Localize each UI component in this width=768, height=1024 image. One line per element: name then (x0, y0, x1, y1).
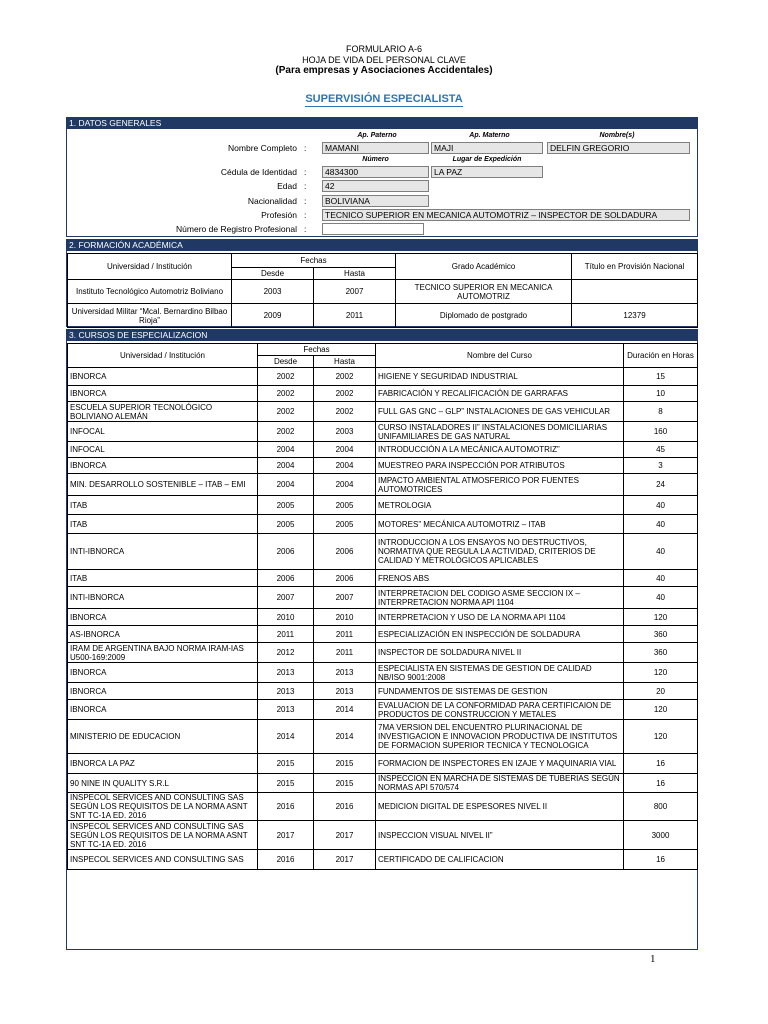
cell-univ: IBNORCA (68, 458, 258, 474)
cell-hasta: 2015 (314, 774, 376, 793)
cell-univ: IBNORCA (68, 609, 258, 626)
cell-titulo: 12379 (572, 304, 698, 328)
table-row (68, 683, 698, 700)
field-profesion[interactable]: TECNICO SUPERIOR EN MECANICA AUTOMOTRIZ – INSPECTOR DE SOLDADURA (322, 209, 690, 221)
table-row (68, 570, 698, 587)
table-row (68, 386, 698, 402)
colon: : (304, 224, 307, 234)
cell-desde: 2005 (258, 515, 314, 534)
cell-curso: ESPECIALIZACIÓN EN INSPECCIÓN DE SOLDADURA (376, 626, 624, 643)
table-row (68, 609, 698, 626)
cell-horas: 45 (624, 442, 698, 458)
cell-horas: 40 (624, 515, 698, 534)
col-titulo: Título en Provisión Nacional (572, 254, 698, 280)
cell-hasta: 2017 (314, 850, 376, 870)
cell-univ: INSPECOL SERVICES AND CONSULTING SAS SEGÚN LOS REQUISITOS DE LA NORMA ASNT SNT TC-1A ED. 2016 (68, 821, 258, 850)
cell-grado: Diplomado de postgrado (396, 304, 572, 328)
label-edad: Edad (277, 181, 297, 191)
cell-horas: 3000 (624, 821, 698, 850)
table-row (68, 515, 698, 534)
cell-horas: 15 (624, 368, 698, 386)
cell-hasta: 2014 (314, 720, 376, 754)
table-row (68, 663, 698, 683)
section-formacion (66, 239, 698, 327)
table-row (68, 587, 698, 609)
cell-desde: 2004 (258, 474, 314, 496)
cursos-table (67, 343, 698, 870)
cell-univ: IRAM DE ARGENTINA BAJO NORMA IRAM-IAS U500-169:2009 (68, 643, 258, 663)
cell-hasta: 2007 (314, 587, 376, 609)
table-row (68, 793, 698, 821)
caption-nombres: Nombre(s) (599, 132, 635, 139)
formacion-table (67, 253, 698, 328)
cell-univ: IBNORCA (68, 386, 258, 402)
label-cedula: Cédula de Identidad (220, 167, 297, 177)
cell-horas: 120 (624, 663, 698, 683)
cell-curso: CERTIFICADO DE CALIFICACION (376, 850, 624, 870)
table-row (68, 754, 698, 774)
table-row (68, 442, 698, 458)
cell-horas: 360 (624, 643, 698, 663)
cell-univ: IBNORCA (68, 700, 258, 720)
field-registro[interactable] (322, 223, 424, 235)
cell-desde: 2010 (258, 609, 314, 626)
table-row (68, 643, 698, 663)
cell-hasta: 2002 (314, 402, 376, 422)
cell-desde: 2015 (258, 754, 314, 774)
cell-hasta: 2003 (314, 422, 376, 442)
section-cursos (66, 329, 698, 950)
col-desde: Desde (258, 356, 314, 368)
table-row (68, 280, 698, 304)
section-datos-generales (66, 117, 698, 237)
table-row (68, 774, 698, 793)
cell-curso: MOTORES” MECÁNICA AUTOMOTRIZ – ITAB (376, 515, 624, 534)
cell-desde: 2002 (258, 422, 314, 442)
cell-desde: 2015 (258, 774, 314, 793)
cell-curso: INTERPRETACION DEL CODIGO ASME SECCION IX – INTERPRETACION NORMA API 1104 (376, 587, 624, 609)
cell-curso: FULL GAS GNC – GLP” INSTALACIONES DE GAS VEHICULAR (376, 402, 624, 422)
cell-univ: IBNORCA (68, 663, 258, 683)
section-heading: 1. DATOS GENERALES (67, 118, 697, 129)
cell-curso: INSPECTOR DE SOLDADURA NIVEL II (376, 643, 624, 663)
table-row (68, 850, 698, 870)
cell-curso: INSPECCION EN MARCHA DE SISTEMAS DE TUBERIAS SEGÚN NORMAS API 570/574 (376, 774, 624, 793)
colon: : (304, 210, 307, 220)
cell-horas: 120 (624, 609, 698, 626)
cell-univ: ITAB (68, 570, 258, 587)
cell-hasta: 2014 (314, 700, 376, 720)
cell-univ: INFOCAL (68, 442, 258, 458)
cell-desde: 2002 (258, 402, 314, 422)
cell-curso: FABRICACIÓN Y RECALIFICACIÓN DE GARRAFAS (376, 386, 624, 402)
col-desde: Desde (232, 268, 314, 280)
cell-horas: 10 (624, 386, 698, 402)
col-hasta: Hasta (314, 268, 396, 280)
cell-hasta: 2011 (314, 643, 376, 663)
cell-curso: MEDICION DIGITAL DE ESPESORES NIVEL II (376, 793, 624, 821)
cell-univ: AS-IBNORCA (68, 626, 258, 643)
cell-curso: FUNDAMENTOS DE SISTEMAS DE GESTION (376, 683, 624, 700)
col-univ: Universidad / Institución (68, 344, 258, 368)
cell-curso: FRENOS ABS (376, 570, 624, 587)
cell-desde: 2013 (258, 683, 314, 700)
label-nacionalidad: Nacionalidad (247, 196, 297, 206)
table-row (68, 422, 698, 442)
cell-horas: 120 (624, 720, 698, 754)
cell-horas: 3 (624, 458, 698, 474)
label-profesion: Profesión (261, 210, 297, 220)
cell-desde: 2006 (258, 534, 314, 570)
cell-hasta: 2005 (314, 496, 376, 515)
cell-horas: 24 (624, 474, 698, 496)
cell-desde: 2002 (258, 368, 314, 386)
cell-horas: 360 (624, 626, 698, 643)
cell-hasta: 2013 (314, 683, 376, 700)
cell-horas: 800 (624, 793, 698, 821)
cell-hasta: 2002 (314, 368, 376, 386)
cell-hasta: 2011 (314, 304, 396, 328)
cell-desde: 2003 (232, 280, 314, 304)
cell-horas: 16 (624, 754, 698, 774)
caption-numero: Número (362, 156, 389, 163)
cell-univ: IBNORCA LA PAZ (68, 754, 258, 774)
cell-curso: METROLOGIA (376, 496, 624, 515)
cell-univ: MINISTERIO DE EDUCACION (68, 720, 258, 754)
field-nacionalidad[interactable]: BOLIVIANA (322, 195, 429, 207)
cell-horas: 40 (624, 570, 698, 587)
field-ci-numero[interactable]: 4834300 (322, 166, 429, 178)
cell-horas: 120 (624, 700, 698, 720)
cell-univ: INSPECOL SERVICES AND CONSULTING SAS SEGÚN LOS REQUISITOS DE LA NORMA ASNT SNT TC-1A ED. 2016 (68, 793, 258, 821)
cell-desde: 2009 (232, 304, 314, 328)
cell-curso: EVALUACION DE LA CONFORMIDAD PARA CERTIFICAION DE PRODUCTOS DE CONSTRUCCION Y METALES (376, 700, 624, 720)
table-row (68, 626, 698, 643)
table-row (68, 304, 698, 328)
label-nombre: Nombre Completo (228, 143, 297, 153)
table-row (68, 720, 698, 754)
label-registro: Número de Registro Profesional (176, 224, 297, 234)
cell-univ: 90 NINE IN QUALITY S.R.L (68, 774, 258, 793)
table-row (68, 368, 698, 386)
col-grado: Grado Académico (396, 254, 572, 280)
cell-desde: 2014 (258, 720, 314, 754)
table-row (68, 496, 698, 515)
form-subtitle: HOJA DE VIDA DEL PERSONAL CLAVE (302, 55, 466, 65)
cell-desde: 2005 (258, 496, 314, 515)
cell-hasta: 2013 (314, 663, 376, 683)
cell-hasta: 2017 (314, 821, 376, 850)
cell-desde: 2004 (258, 442, 314, 458)
col-hasta: Hasta (314, 356, 376, 368)
cell-curso: MUESTREO PARA INSPECCIÓN POR ATRIBUTOS (376, 458, 624, 474)
table-row (68, 534, 698, 570)
form-code: FORMULARIO A-6 (345, 44, 422, 54)
cell-curso: HIGIENE Y SEGURIDAD INDUSTRIAL (376, 368, 624, 386)
table-row (68, 700, 698, 720)
cell-desde: 2013 (258, 700, 314, 720)
cell-desde: 2013 (258, 663, 314, 683)
cell-curso: IMPACTO AMBIENTAL ATMOSFERICO POR FUENTES AUTOMOTRICES (376, 474, 624, 496)
cell-curso: 7MA VERSION DEL ENCUENTRO PLURINACIONAL DE INVESTIGACION E INNOVACION PRODUCTIVA DE INSTITUTOS DE FORMACION SUPERIOR TECNICA Y TECNOLOGICA (376, 720, 624, 754)
cell-curso: FORMACION DE INSPECTORES EN IZAJE Y MAQUINARIA VIAL (376, 754, 624, 774)
cell-horas: 160 (624, 422, 698, 442)
cell-univ: INTI-IBNORCA (68, 534, 258, 570)
cell-titulo (572, 280, 698, 304)
form-note: (Para empresas y Asociaciones Accidentales) (275, 65, 493, 76)
cell-desde: 2016 (258, 793, 314, 821)
cell-desde: 2012 (258, 643, 314, 663)
field-ap-paterno[interactable]: MAMANI (322, 142, 429, 154)
cell-horas: 16 (624, 850, 698, 870)
cell-hasta: 2004 (314, 474, 376, 496)
cell-hasta: 2016 (314, 793, 376, 821)
cell-hasta: 2015 (314, 754, 376, 774)
cell-univ: MIN. DESARROLLO SOSTENIBLE – ITAB – EMI (68, 474, 258, 496)
cell-univ: IBNORCA (68, 683, 258, 700)
colon: : (304, 196, 307, 206)
table-row (68, 458, 698, 474)
cell-hasta: 2005 (314, 515, 376, 534)
col-fechas: Fechas (258, 344, 376, 356)
cell-horas: 40 (624, 496, 698, 515)
cell-horas: 8 (624, 402, 698, 422)
cell-desde: 2016 (258, 850, 314, 870)
page-number: 1 (650, 953, 656, 965)
cell-grado: TECNICO SUPERIOR EN MECANICA AUTOMOTRIZ (396, 280, 572, 304)
cell-horas: 40 (624, 534, 698, 570)
caption-ap-paterno: Ap. Paterno (357, 132, 397, 139)
cell-univ: ITAB (68, 496, 258, 515)
caption-lugar: Lugar de Expedición (452, 156, 522, 163)
cell-curso: INTERPRETACION Y USO DE LA NORMA API 1104 (376, 609, 624, 626)
colon: : (304, 167, 307, 177)
page-title: SUPERVISIÓN ESPECIALISTA (305, 93, 463, 105)
field-edad[interactable]: 42 (322, 180, 429, 192)
cell-univ: INSPECOL SERVICES AND CONSULTING SAS (68, 850, 258, 870)
cell-desde: 2006 (258, 570, 314, 587)
section-heading: 3. CURSOS DE ESPECIALIZACION (67, 330, 697, 341)
cell-univ: INFOCAL (68, 422, 258, 442)
cell-desde: 2011 (258, 626, 314, 643)
field-nombres[interactable]: DELFIN GREGORIO (547, 142, 690, 154)
caption-ap-materno: Ap. Materno (469, 132, 510, 139)
cell-desde: 2004 (258, 458, 314, 474)
table-row (68, 821, 698, 850)
cell-horas: 40 (624, 587, 698, 609)
table-row (68, 474, 698, 496)
cell-curso: INTRODUCCIÓN A LA MECÁNICA AUTOMOTRIZ” (376, 442, 624, 458)
cell-hasta: 2006 (314, 570, 376, 587)
cell-hasta: 2002 (314, 386, 376, 402)
cell-univ: Instituto Tecnológico Automotriz Boliviano (68, 280, 232, 304)
section-heading: 2. FORMACIÓN ACADÉMICA (67, 240, 697, 251)
cell-hasta: 2010 (314, 609, 376, 626)
cell-univ: ITAB (68, 515, 258, 534)
col-univ: Universidad / Institución (68, 254, 232, 280)
cell-horas: 20 (624, 683, 698, 700)
table-row (68, 402, 698, 422)
cell-univ: ESCUELA SUPERIOR TECNOLÓGICO BOLIVIANO ALEMÁN (68, 402, 258, 422)
cell-univ: Universidad Militar “Mcal. Bernardino Bilbao Rioja” (68, 304, 232, 328)
colon: : (304, 181, 307, 191)
col-curso: Nombre del Curso (376, 344, 624, 368)
cell-desde: 2007 (258, 587, 314, 609)
cell-curso: INSPECCION VISUAL NIVEL II” (376, 821, 624, 850)
cell-hasta: 2004 (314, 442, 376, 458)
cell-hasta: 2004 (314, 458, 376, 474)
cell-horas: 16 (624, 774, 698, 793)
cell-hasta: 2011 (314, 626, 376, 643)
cell-univ: INTI-IBNORCA (68, 587, 258, 609)
colon: : (304, 143, 307, 153)
field-ci-lugar[interactable]: LA PAZ (431, 166, 543, 178)
cell-curso: INTRODUCCION A LOS ENSAYOS NO DESTRUCTIVOS, NORMATIVA QUE REGULA LA ACTIVIDAD, CRITERIOS DE CALIDAD Y METROLÓGICOS APLICABLES (376, 534, 624, 570)
cell-hasta: 2007 (314, 280, 396, 304)
col-duracion: Duración en Horas (624, 344, 698, 368)
field-ap-materno[interactable]: MAJI (431, 142, 543, 154)
cell-curso: ESPECIALISTA EN SISTEMAS DE GESTION DE CALIDAD NB/ISO 9001:2008 (376, 663, 624, 683)
cell-curso: CURSO INSTALADORES II” INSTALACIONES DOMICILIARIAS UNIFAMILIARES DE GAS NATURAL (376, 422, 624, 442)
cell-desde: 2002 (258, 386, 314, 402)
cell-desde: 2017 (258, 821, 314, 850)
cell-univ: IBNORCA (68, 368, 258, 386)
cell-hasta: 2006 (314, 534, 376, 570)
col-fechas: Fechas (232, 254, 396, 268)
